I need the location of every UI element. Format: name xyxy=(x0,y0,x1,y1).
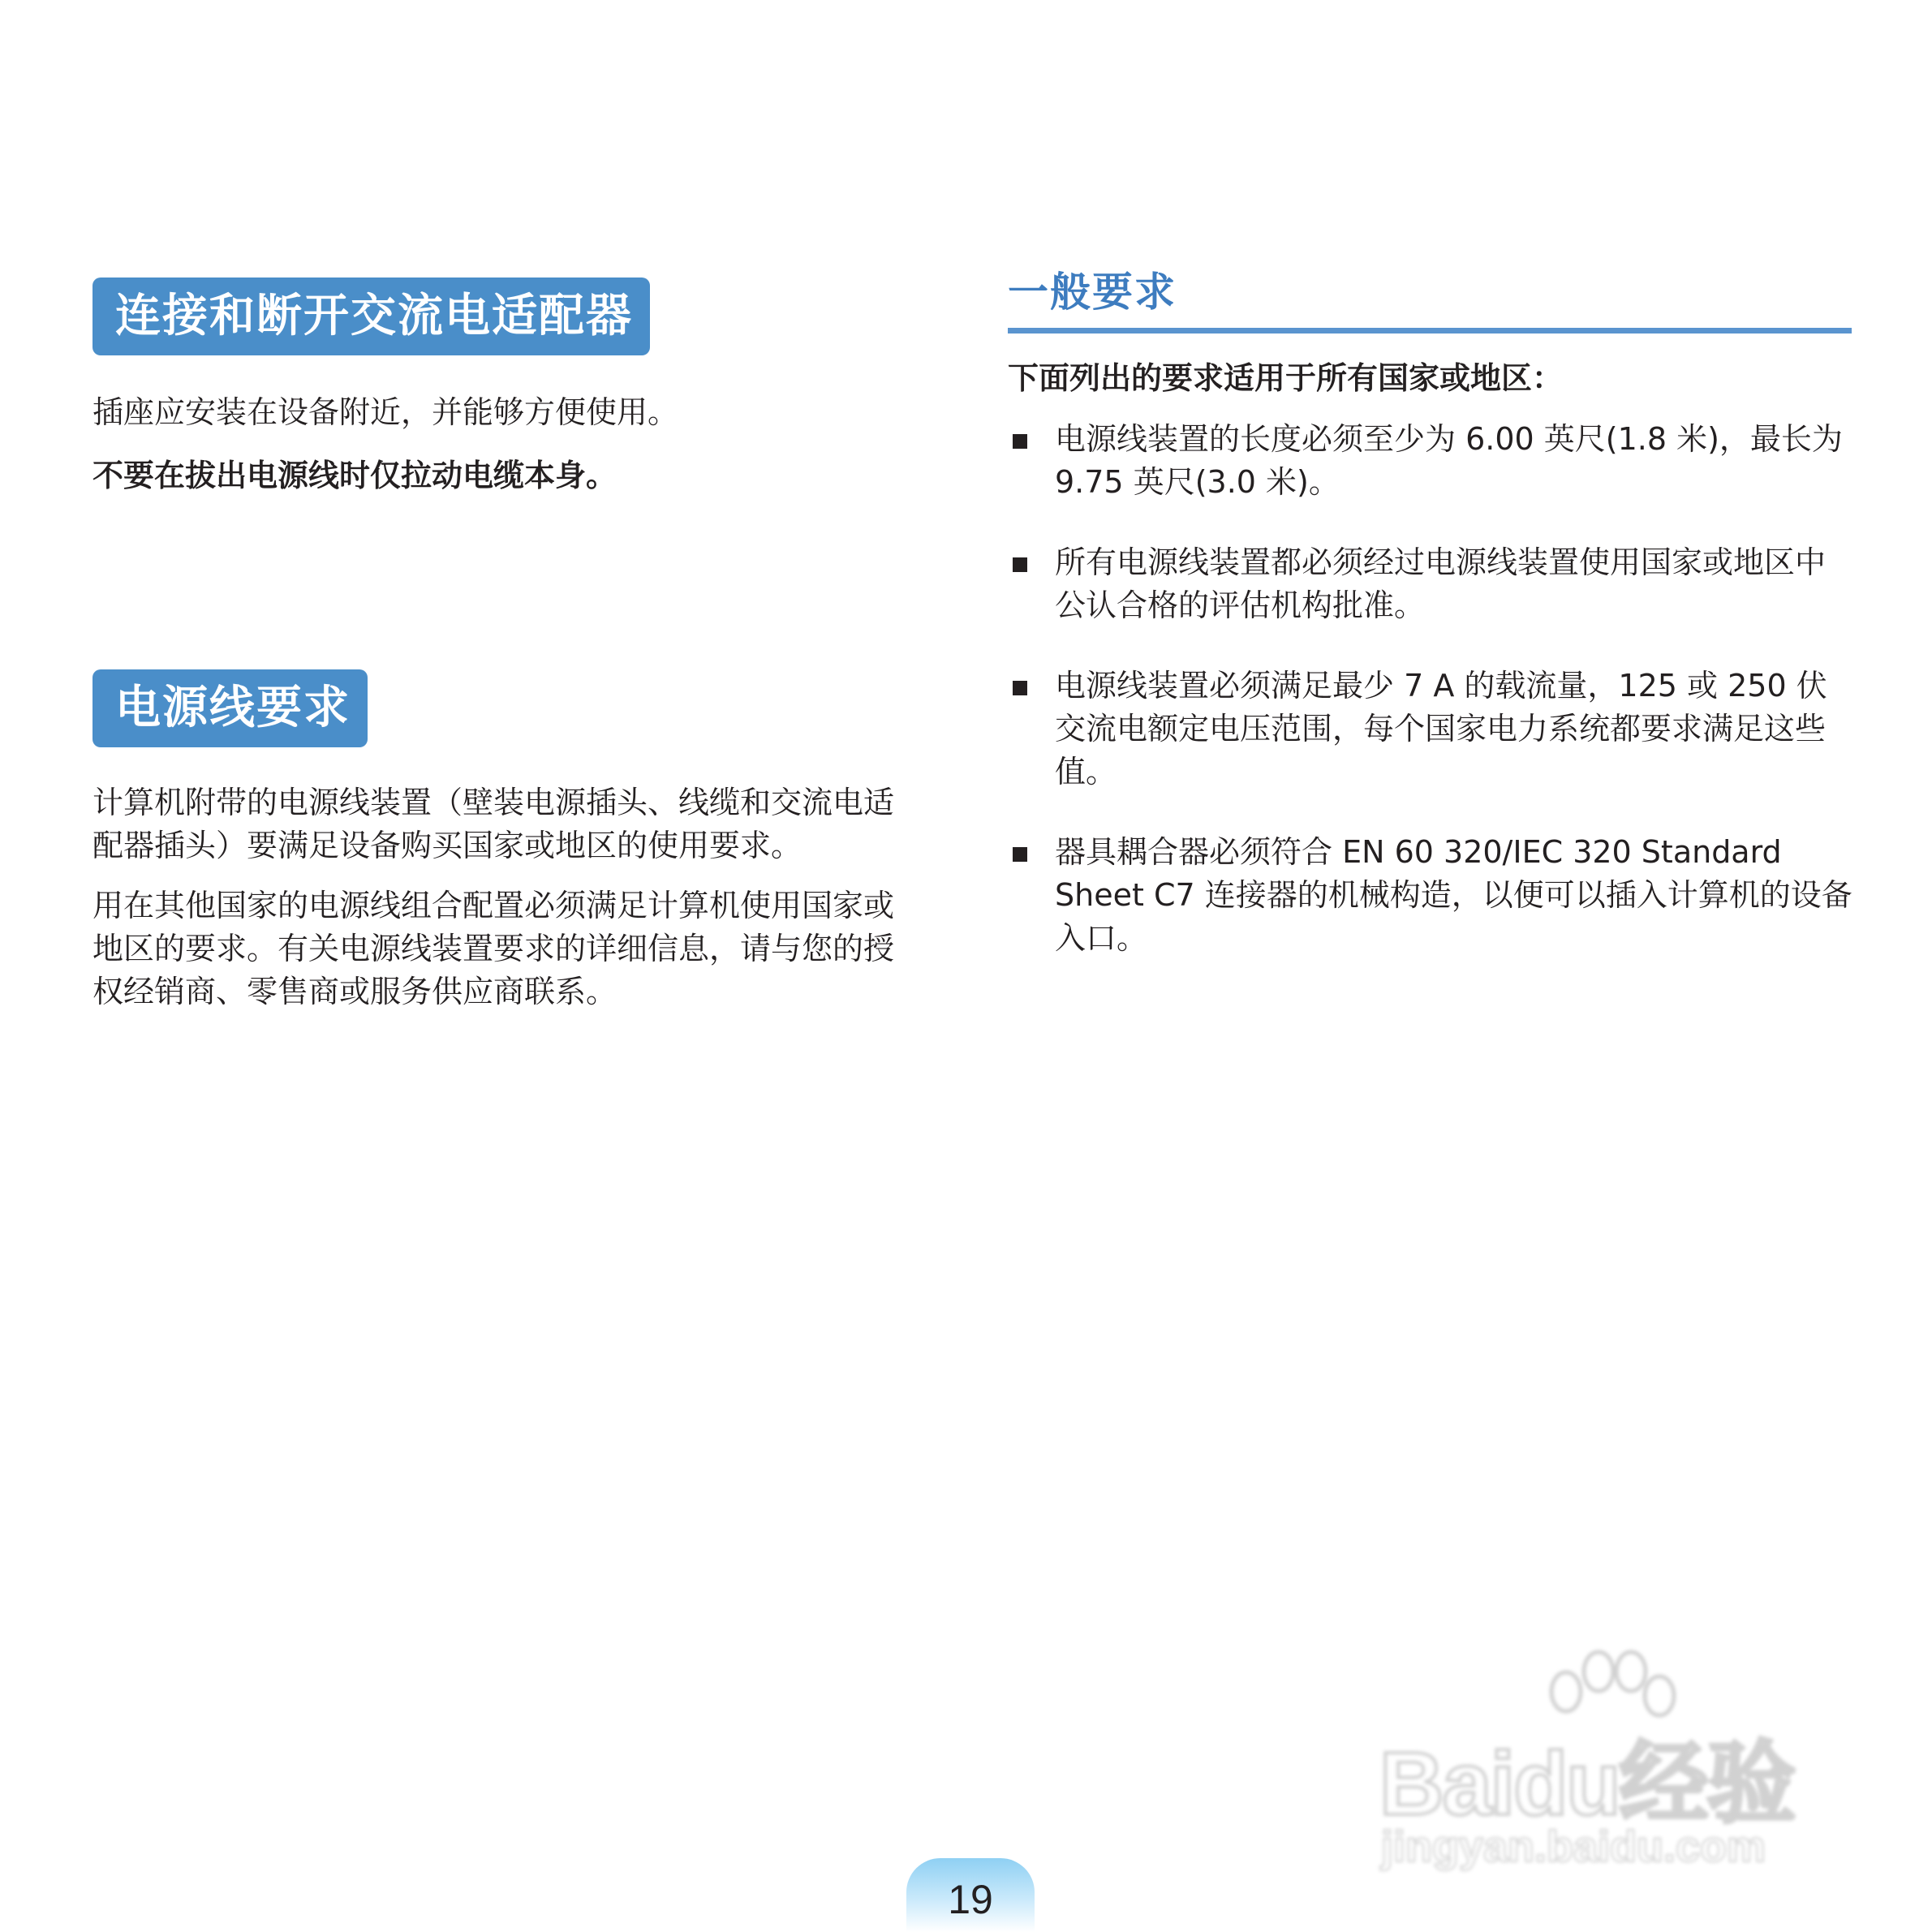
page-number: 19 xyxy=(948,1877,993,1922)
ac-adapter-heading: 连接和断开交流电适配器 xyxy=(93,278,650,355)
power-cord-heading: 电源线要求 xyxy=(93,669,368,747)
list-item-text: 器具耦合器必须符合 EN 60 320/IEC 320 Standard Sheet C7 连接器的机械构造，以便可以插入计算机的设备入口。 xyxy=(1055,834,1852,956)
watermark-logo: Baidu经验 xyxy=(1379,1734,1795,1834)
baidu-watermark xyxy=(1371,1647,1826,1883)
general-requirements-heading: 一般要求 xyxy=(1008,269,1177,316)
power-cord-paragraph-1: 计算机附带的电源线装置（壁装电源插头、线缆和交流电适配器插头）要满足设备购买国家或地区的使用要求。 xyxy=(93,785,895,863)
list-item xyxy=(1008,831,1856,960)
square-bullet-icon xyxy=(1013,847,1027,862)
list-item-text: 电源线装置的长度必须至少为 6.00 英尺(1.8 米)，最长为 9.75 英尺(3.0 米)。 xyxy=(1055,421,1843,500)
square-bullet-icon xyxy=(1013,434,1027,449)
list-item-text: 所有电源线装置都必须经过电源线装置使用国家或地区中公认合格的评估机构批准。 xyxy=(1055,544,1827,623)
page-number-tab xyxy=(906,1858,1035,1932)
watermark-url: jingyan.baidu.com xyxy=(1381,1822,1766,1871)
heading-divider xyxy=(1008,328,1852,333)
general-requirements-intro: 下面列出的要求适用于所有国家或地区： xyxy=(1008,360,1564,396)
list-item xyxy=(1008,665,1856,794)
ac-adapter-paragraph-1: 插座应安装在设备附近，并能够方便使用。 xyxy=(93,394,679,430)
list-item xyxy=(1008,418,1856,504)
requirements-list xyxy=(1008,418,1856,997)
list-item-text: 电源线装置必须满足最少 7 A 的载流量，125 或 250 伏交流电额定电压范围，每个国家电力系统都要求满足这些值。 xyxy=(1055,668,1827,790)
ac-adapter-warning: 不要在拔出电源线时仅拉动电缆本身。 xyxy=(93,458,617,493)
square-bullet-icon xyxy=(1013,681,1027,695)
list-item xyxy=(1008,541,1856,627)
square-bullet-icon xyxy=(1013,557,1027,572)
power-cord-paragraph-2: 用在其他国家的电源线组合配置必须满足计算机使用国家或地区的要求。有关电源线装置要求的详细信息，请与您的授权经销商、零售商或服务供应商联系。 xyxy=(93,888,895,1009)
